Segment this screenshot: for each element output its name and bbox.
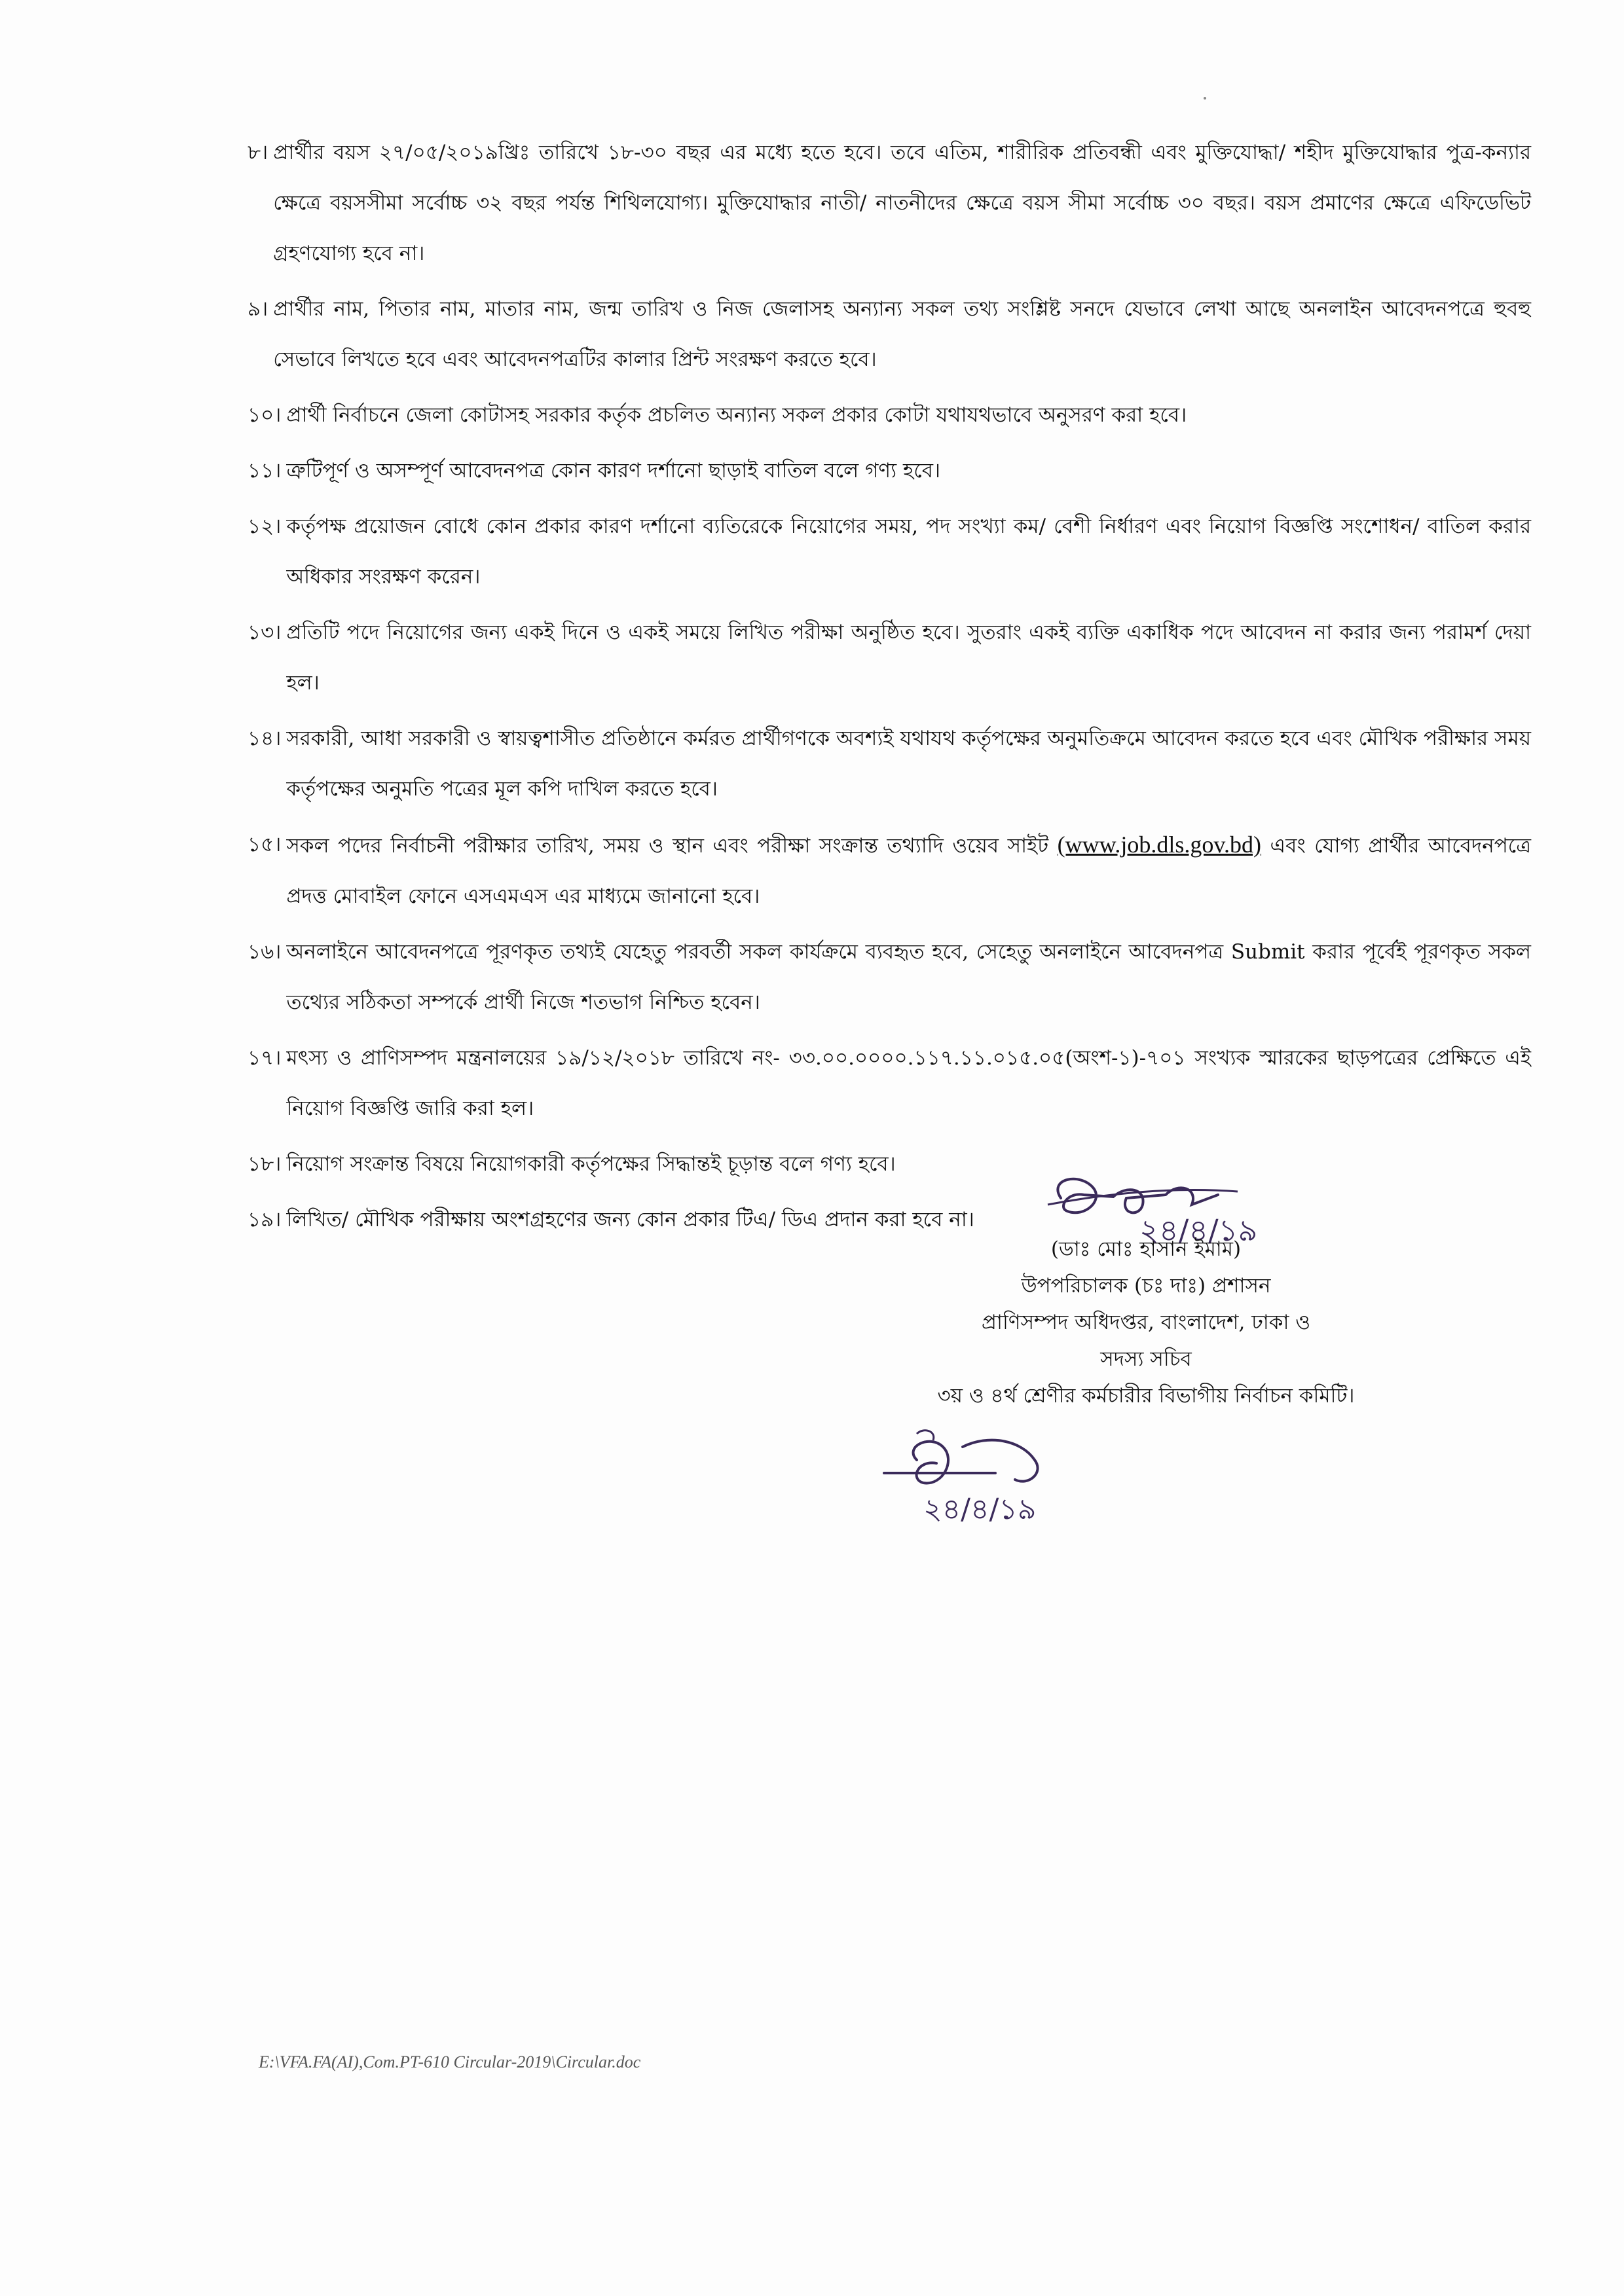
clause-text: প্রতিটি পদে নিয়োগের জন্য একই দিনে ও একই সময়ে লিখিত পরীক্ষা অনুষ্ঠিত হবে। সুতরাং একই ব্যক্তি একাধিক পদে আবেদন না করার জন্য পরামর্শ দেয়া হল। bbox=[286, 621, 1531, 695]
clause-text: কর্তৃপক্ষ প্রয়োজন বোধে কোন প্রকার কারণ দর্শানো ব্যতিরেকে নিয়োগের সময়, পদ সংখ্যা কম/ বেশী নির্ধারণ এবং নিয়োগ বিজ্ঞপ্তি সংশোধন/ বাতিল করার অধিকার সংরক্ষণ করেন। bbox=[286, 515, 1531, 589]
clause-number: ১০। bbox=[248, 403, 282, 427]
clause-number: ১১। bbox=[248, 459, 282, 483]
clause-number: ১২। bbox=[248, 515, 282, 538]
clause-number: ১৭। bbox=[248, 1046, 282, 1070]
clause-15 bbox=[248, 820, 1531, 922]
clause-12 bbox=[248, 501, 1531, 602]
signatory-designation: উপপরিচালক (চঃ দাঃ) প্রশাসন bbox=[1021, 1274, 1271, 1298]
clause-number: ৯। bbox=[248, 297, 268, 321]
handwritten-date: ২৪/৪/১৯ bbox=[1139, 1212, 1258, 1248]
clause-text: অনলাইনে আবেদনপত্রে পূরণকৃত তথ্যই যেহেতু পরবর্তী সকল কার্যক্রমে ব্যবহৃত হবে, সেহেতু অনলাইনে আবেদনপত্র Submit করার পূর্বেই পূরণকৃত সকল তথ্যের সঠিকতা সম্পর্কে প্রার্থী নিজে শতভাগ নিশ্চিত হবেন। bbox=[286, 940, 1531, 1014]
clause-text: নিয়োগ সংক্রান্ত বিষয়ে নিয়োগকারী কর্তৃপক্ষের সিদ্ধান্তই চূড়ান্ত বলে গণ্য হবে। bbox=[286, 1152, 896, 1176]
clause-16 bbox=[248, 927, 1531, 1028]
clause-number: ১৫। bbox=[248, 833, 282, 856]
clause-text: প্রার্থীর নাম, পিতার নাম, মাতার নাম, জন্ম তারিখ ও নিজ জেলাসহ অন্যান্য সকল তথ্য সংশ্লিষ্ট সনদে যেভাবে লেখা আছে অনলাইন আবেদনপত্রে হুবহু সেভাবে লিখতে হবে এবং আবেদনপত্রটির কালার প্রিন্ট সংরক্ষণ করতে হবে। bbox=[273, 297, 1531, 371]
signatory-details bbox=[851, 1231, 1441, 1414]
clause-number: ১৩। bbox=[248, 621, 282, 644]
signatory-name: (ডাঃ মোঃ হাসান ইমাম) bbox=[1050, 1237, 1242, 1261]
clause-number: ১৪। bbox=[248, 727, 282, 750]
clause-text: প্রার্থী নির্বাচনে জেলা কোটাসহ সরকার কর্তৃক প্রচলিত অন্যান্য সকল প্রকার কোটা যথাযথভাবে অনুসরণ করা হবে। bbox=[286, 403, 1187, 427]
clause-11 bbox=[248, 446, 1531, 496]
initial-signature bbox=[877, 1421, 1074, 1545]
clause-list bbox=[248, 128, 1531, 1250]
handwritten-date-initial: ২৪/৪/১৯ bbox=[923, 1493, 1037, 1526]
clause-number: ৮। bbox=[248, 141, 268, 164]
clause-10 bbox=[248, 390, 1531, 441]
clause-text: মৎস্য ও প্রাণিসম্পদ মন্ত্রনালয়ের ১৯/১২/২০১৮ তারিখে নং- ৩৩.০০.০০০০.১১৭.১১.০১৫.০৫(অংশ-১)-৭০১ সংখ্যক স্মারকের ছাড়পত্রের প্রেক্ষিতে এই নিয়োগ বিজ্ঞপ্তি জারি করা হল। bbox=[286, 1046, 1531, 1120]
clause-text: সরকারী, আধা সরকারী ও স্বায়ত্বশাসীত প্রতিষ্ঠানে কর্মরত প্রার্থীগণকে অবশ্যই যথাযথ কর্তৃপক্ষের অনুমতিক্রমে আবেদন করতে হবে এবং মৌখিক পরীক্ষার সময় কর্তৃপক্ষের অনুমতি পত্রের মূল কপি দাখিল করতে হবে। bbox=[286, 727, 1531, 801]
clause-text: লিখিত/ মৌখিক পরীক্ষায় অংশগ্রহণের জন্য কোন প্রকার টিএ/ ডিএ প্রদান করা হবে না। bbox=[286, 1208, 974, 1231]
clause-14 bbox=[248, 714, 1531, 814]
website-link[interactable]: (www.job.dls.gov.bd) bbox=[1057, 831, 1261, 858]
clause-text: প্রার্থীর বয়স ২৭/০৫/২০১৯খ্রিঃ তারিখে ১৮-৩০ বছর এর মধ্যে হতে হবে। তবে এতিম, শারীরিক প্রতিবন্ধী এবং মুক্তিযোদ্ধা/ শহীদ মুক্তিযোদ্ধার পুত্র-কন্যার ক্ষেত্রে বয়সসীমা সর্বোচ্চ ৩২ বছর পর্যন্ত শিথিলযোগ্য। মুক্তিযোদ্ধার নাতী/ নাতনীদের ক্ষেত্রে বয়স সীমা সর্বোচ্চ ৩০ বছর। বয়স প্রমাণের ক্ষেত্রে এফিডেভিট গ্রহণযোগ্য হবে না। bbox=[273, 141, 1531, 265]
clause-number: ১৮। bbox=[248, 1152, 282, 1176]
clause-8 bbox=[248, 128, 1531, 279]
clause-text bbox=[286, 820, 1531, 922]
clause-17 bbox=[248, 1033, 1531, 1134]
footer-file-path: E:\VFA.FA(AI),Com.PT-610 Circular-2019\Circular.doc bbox=[259, 2052, 641, 2071]
clause-13 bbox=[248, 608, 1531, 708]
scan-speck bbox=[1204, 97, 1206, 100]
clause-text-before-url: সকল পদের নির্বাচনী পরীক্ষার তারিখ, সময় ও স্থান এবং পরীক্ষা সংক্রান্ত তথ্যাদি ওয়েব সাইট bbox=[286, 834, 1058, 858]
clause-number: ১৬। bbox=[248, 940, 282, 964]
signatory-role: সদস্য সচিব bbox=[1100, 1347, 1192, 1371]
clause-9 bbox=[248, 284, 1531, 385]
clause-number: ১৯। bbox=[248, 1208, 282, 1231]
clause-text-after-url: এবং যোগ্য প্রার্থীর আবেদনপত্রে প্রদত্ত মোবাইল ফোনে এসএমএস এর মাধ্যমে জানানো হবে। bbox=[286, 834, 1531, 908]
signatory-office: প্রাণিসম্পদ অধিদপ্তর, বাংলাদেশ, ঢাকা ও bbox=[981, 1311, 1311, 1334]
clause-text: ত্রুটিপূর্ণ ও অসম্পূর্ণ আবেদনপত্র কোন কারণ দর্শানো ছাড়াই বাতিল বলে গণ্য হবে। bbox=[286, 459, 941, 483]
committee-name: ৩য় ও ৪র্থ শ্রেণীর কর্মচারীর বিভাগীয় নির্বাচন কমিটি। bbox=[937, 1384, 1355, 1408]
